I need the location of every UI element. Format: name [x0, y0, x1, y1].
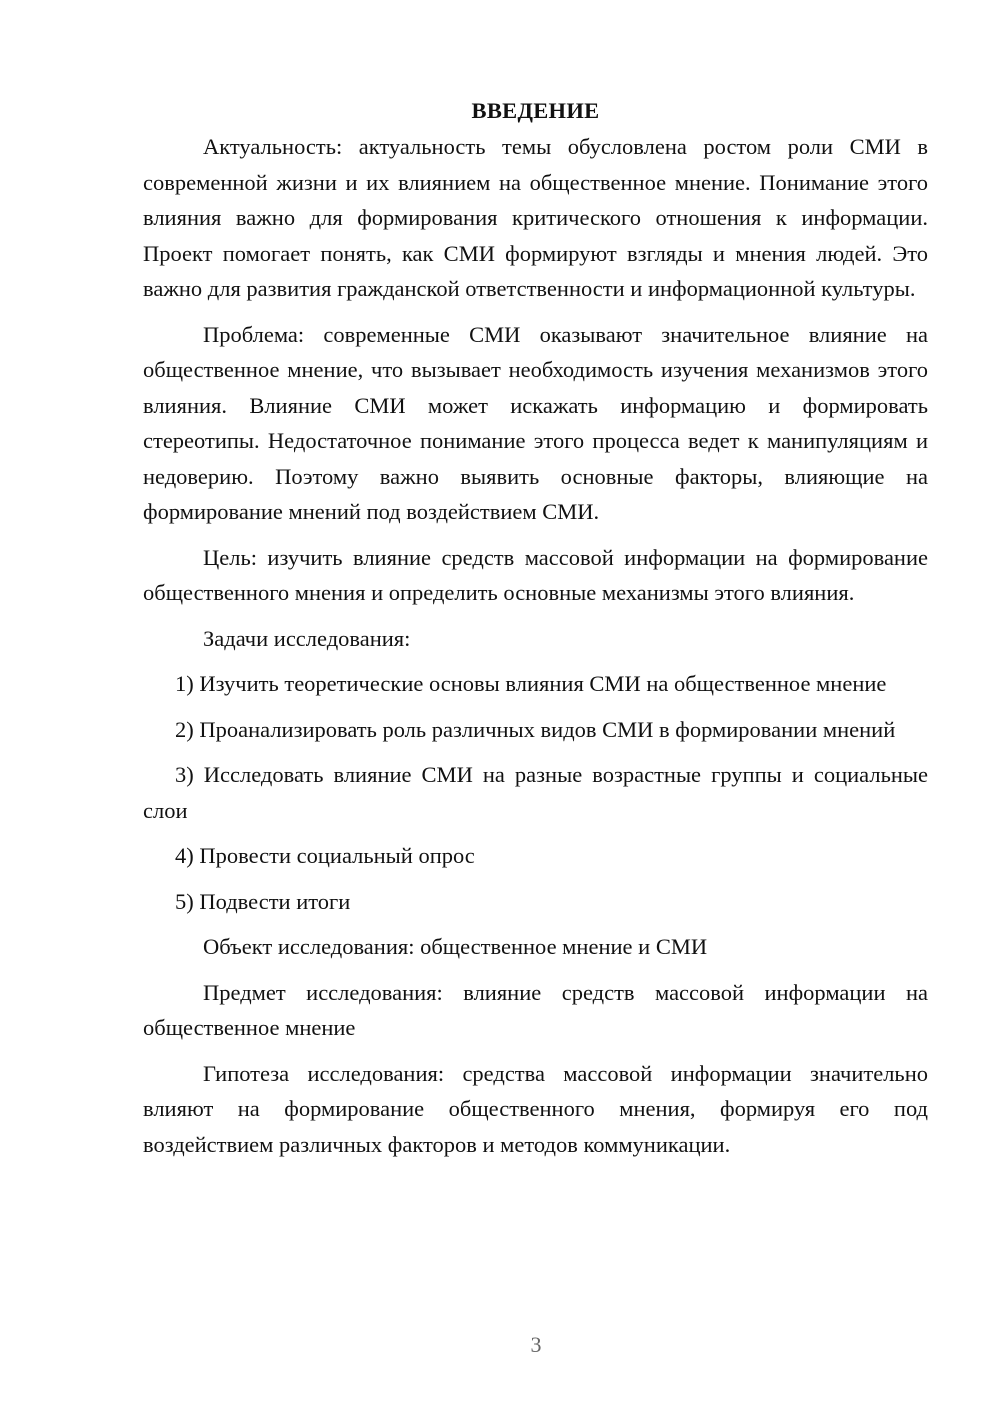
paragraph-goal: Цель: изучить влияние средств массовой информации на формирование общественного мнения и определить основные механизмы этого влияния. — [143, 544, 928, 605]
section-title: ВВЕДЕНИЕ — [471, 98, 600, 123]
paragraph-object: Объект исследования: общественное мнение и СМИ — [203, 934, 708, 959]
paragraph-subject: Предмет исследования: влияние средств массовой информации на общественное мнение — [143, 979, 928, 1040]
tasks-heading: Задачи исследования: — [203, 625, 411, 651]
task-item-3: 3) Исследовать влияние СМИ на разные возрастные группы и социальные слои — [143, 762, 928, 823]
paragraph-hypothesis: Гипотеза исследования: средства массовой информации значительно влияют на формирование общественного мнения, формируя его под воздействием различных факторов и методов коммуникации. — [143, 1060, 928, 1157]
paragraph-relevance: Актуальность: актуальность темы обусловлена ростом роли СМИ в современной жизни и их влиянием на общественное мнение. Понимание этого влияния важно для формирования критического отношения к информации. Проект помогает понять, как СМИ формируют взгляды и мнения людей. Это важно для развития гражданской ответственности и информационной культуры. — [143, 134, 928, 301]
document-body — [143, 95, 928, 1172]
task-item-1: 1) Изучить теоретические основы влияния СМИ на общественное мнение — [175, 671, 887, 696]
page-number: 3 — [530, 1332, 542, 1357]
task-item-4: 4) Провести социальный опрос — [175, 843, 475, 868]
paragraph-problem: Проблема: современные СМИ оказывают значительное влияние на общественное мнение, что вызывает необходимость изучения механизмов этого влияния. Влияние СМИ может искажать информацию и формировать стереотипы. Недостаточное понимание этого процесса ведет к манипуляциям и недоверию. Поэтому важно выявить основные факторы, влияющие на формирование мнений под воздействием СМИ. — [143, 321, 928, 524]
task-item-2: 2) Проанализировать роль различных видов СМИ в формировании мнений — [175, 716, 896, 742]
task-item-5: 5) Подвести итоги — [175, 888, 351, 914]
